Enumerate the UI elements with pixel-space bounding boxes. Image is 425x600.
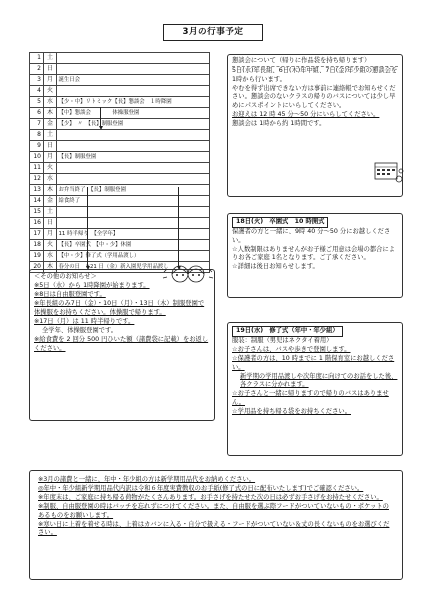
arrow-line — [87, 187, 88, 267]
other-line: ※年長組のみ7日（金）・10日（月）・13日（木）制服登園で体操服をお持ちください。体操服で帰ります。 — [34, 300, 205, 316]
graduation-line: ☆詳細は後日お知らせします。 — [232, 263, 319, 271]
calendar-event: 給食終了 — [57, 196, 210, 207]
calendar-row — [30, 174, 210, 185]
calendar-row — [30, 163, 210, 174]
calendar-day: 17 — [30, 229, 44, 240]
other-notices-box — [29, 269, 215, 421]
calendar-event — [57, 163, 210, 174]
calendar-event — [57, 141, 210, 152]
bottom-line: ※3月の諸費と一緒に、年中・年少組の方は新学期用品代をお納めください。 — [38, 476, 256, 483]
calendar-event — [57, 64, 210, 75]
calendar-event: 【中】懇談会 体操服登園 — [57, 108, 210, 119]
calendar-row — [30, 64, 210, 75]
calendar-event: お弁当終了 【長】制服登園 — [57, 185, 210, 196]
calendar-event: 【長】制服登園 — [57, 152, 210, 163]
calendar-event — [57, 130, 210, 141]
completion-line: ☆保護者の方は、10 時までに 1 階保育室にお越しください。 — [232, 355, 395, 371]
page-title: 3月の行事予定 — [163, 24, 263, 41]
completion-line: ☆お子さんは、バスや歩きで登園します。 — [232, 346, 351, 354]
calendar-row — [30, 251, 210, 262]
calendar-weekday: 水 — [44, 251, 57, 262]
calendar-event: 【少】 〃 【長】制服登園 — [57, 119, 210, 130]
calendar-day: 13 — [30, 185, 44, 196]
calendar-weekday: 火 — [44, 163, 57, 174]
calendar-weekday: 金 — [44, 196, 57, 207]
calendar-weekday: 土 — [44, 207, 57, 218]
calendar-row — [30, 86, 210, 97]
calendar-row — [30, 152, 210, 163]
calendar-weekday: 火 — [44, 86, 57, 97]
calendar-day: 20 — [30, 262, 44, 273]
calendar-event: 誕生日会 — [57, 75, 210, 86]
other-line: ※17日（月）は 11 時半帰りです。 — [34, 317, 135, 325]
calendar-day: 7 — [30, 119, 44, 130]
completion-box — [227, 322, 403, 456]
bottom-line: ※制服、自由服登園の時はバッチを忘れずにつけてください。また、自由服を選ぶ際フードがついていないもの・ポケットのあるものをお願いします。 — [38, 503, 389, 519]
arrow-line — [100, 107, 101, 127]
calendar-weekday: 日 — [44, 141, 57, 152]
other-line: 全学年、体操服登園です。 — [42, 326, 118, 334]
calendar-event — [57, 53, 210, 64]
calendar-day: 1 — [30, 53, 44, 64]
completion-line: 新学期の学用品渡しや次年度に向けてのお話をした後、各クラスに分かれます。 — [240, 372, 398, 389]
calendar-day: 2 — [30, 64, 44, 75]
other-line: ※5日（水）から 1時降園が始まります。 — [34, 282, 150, 290]
graduation-line: ☆人数制限はありませんがお子様ご用意は会場の都合によりお各ご家庭 1名となります。ご了承ください。 — [232, 245, 396, 262]
completion-line: 服装：制服（男児はネクタイ着用） — [232, 337, 333, 345]
calendar-row — [30, 185, 210, 196]
calendar-row — [30, 218, 210, 229]
calendar-event: 11 時半帰り 【全学年】 — [57, 229, 210, 240]
completion-heading: 19日(水) 修了式（年中・年少組） — [232, 326, 398, 337]
other-heading: ＜その他のお知らせ＞ — [34, 273, 97, 280]
calendar-row — [30, 97, 210, 108]
bottom-line: ※寒い日に上着を着せる時は、上着はカバンに入る・自分で扱える・フードがついていない＆丈の長くないものをお選びください。 — [38, 520, 390, 537]
calendar-weekday: 月 — [44, 75, 57, 86]
arrow-line — [178, 187, 179, 267]
calendar-event — [57, 218, 210, 229]
calendar-weekday: 月 — [44, 229, 57, 240]
calendar-day: 15 — [30, 207, 44, 218]
calendar-event — [57, 86, 210, 97]
calendar-row — [30, 108, 210, 119]
meeting-line: お迎えは 12 時 45 分～50 分にいらしてください。 — [232, 110, 380, 118]
calendar-weekday: 水 — [44, 97, 57, 108]
calendar-row — [30, 119, 210, 130]
calendar-weekday: 日 — [44, 64, 57, 75]
calendar-weekday: 日 — [44, 218, 57, 229]
calendar-weekday: 月 — [44, 152, 57, 163]
calendar-day: 16 — [30, 218, 44, 229]
calendar-row — [30, 196, 210, 207]
calendar-weekday: 土 — [44, 53, 57, 64]
meeting-line: 懇談会は 1時から約 1時間です。 — [232, 119, 326, 127]
calendar-weekday: 木 — [44, 185, 57, 196]
calendar-day: 14 — [30, 196, 44, 207]
other-line: ※8日は自由服登園です。 — [34, 291, 106, 299]
calendar-weekday: 火 — [44, 240, 57, 251]
calendar-event — [57, 207, 210, 218]
completion-line: ☆お子さんと一緒に帰りますので帰りのバスはありません。 — [232, 390, 389, 406]
calendar-row — [30, 141, 210, 152]
bottom-notices-box — [29, 470, 403, 580]
calendar-day: 3 — [30, 75, 44, 86]
graduation-line: 保護者の方と一緒に、9時 40 分～50 分にお越しください。 — [232, 228, 391, 244]
calendar-event: 【少・中】リトミック【長】懇談会 １時降園 — [57, 97, 210, 108]
calendar-weekday: 木 — [44, 108, 57, 119]
calendar-event: 春分の日 ※21 日（金）新入園児学用品渡し — [57, 262, 210, 273]
calendar-row — [30, 130, 210, 141]
calendar-event: 【中・少】修了式（学用品渡し） — [57, 251, 210, 262]
calendar-day: 10 — [30, 152, 44, 163]
bottom-line: ◎年中・年少組新学期用品代内訳は令和６年度実費徴収のお手紙(修了式の日に配布いたします)でご確認ください。 — [38, 485, 364, 493]
calendar-day: 9 — [30, 141, 44, 152]
calendar-day: 19 — [30, 251, 44, 262]
graduation-box — [227, 213, 403, 298]
calendar-row — [30, 207, 210, 218]
calendar-day: 12 — [30, 174, 44, 185]
calendar-row — [30, 75, 210, 86]
calendar-weekday: 金 — [44, 119, 57, 130]
calendar-row — [30, 53, 210, 64]
calendar-day: 11 — [30, 163, 44, 174]
calendar-weekday: 水 — [44, 174, 57, 185]
calendar-day: 5 — [30, 97, 44, 108]
calendar-day: 18 — [30, 240, 44, 251]
calendar-row — [30, 240, 210, 251]
calendar-weekday: 土 — [44, 130, 57, 141]
meeting-heading: 懇談会について（帰りに作品袋を持ち帰ります） — [232, 57, 398, 67]
graduation-heading: 18日(火) 卒園式 10 時開式 — [232, 217, 398, 228]
meeting-line: やむを得ず出席できない方は事前に連絡帳でお知らせください。懇談会のないクラスの帰りのバスについては少し早めにパスポイントにいらしてください。 — [232, 84, 396, 109]
calendar-weekday: 木 — [44, 262, 57, 273]
calendar-day: 8 — [30, 130, 44, 141]
other-line: ※給食費を 2 回分 500 円ひいた額（諸費袋に記載）をお返しください。 — [34, 336, 209, 352]
completion-line: ☆学用品を持ち帰る袋をお持ちください。 — [232, 408, 351, 416]
calendar-row — [30, 229, 210, 240]
calendar-event: 【長】卒園式 【中・少】休園 — [57, 240, 210, 251]
calendar-illustration — [371, 157, 405, 187]
calendar-day: 6 — [30, 108, 44, 119]
calendar-event — [57, 174, 210, 185]
event-calendar — [29, 52, 210, 273]
meeting-line: 5日(水)年長組、6日(木)年中組、7日(金)年少組の懇談会を 1時から行います。 — [232, 67, 398, 83]
calendar-day: 4 — [30, 86, 44, 97]
bottom-line: ※年度末は、ご家庭に持ち帰る荷物がたくさんあります。お手さげを持たせた次の日は必ずお手さげをお持たせください。 — [38, 494, 383, 502]
